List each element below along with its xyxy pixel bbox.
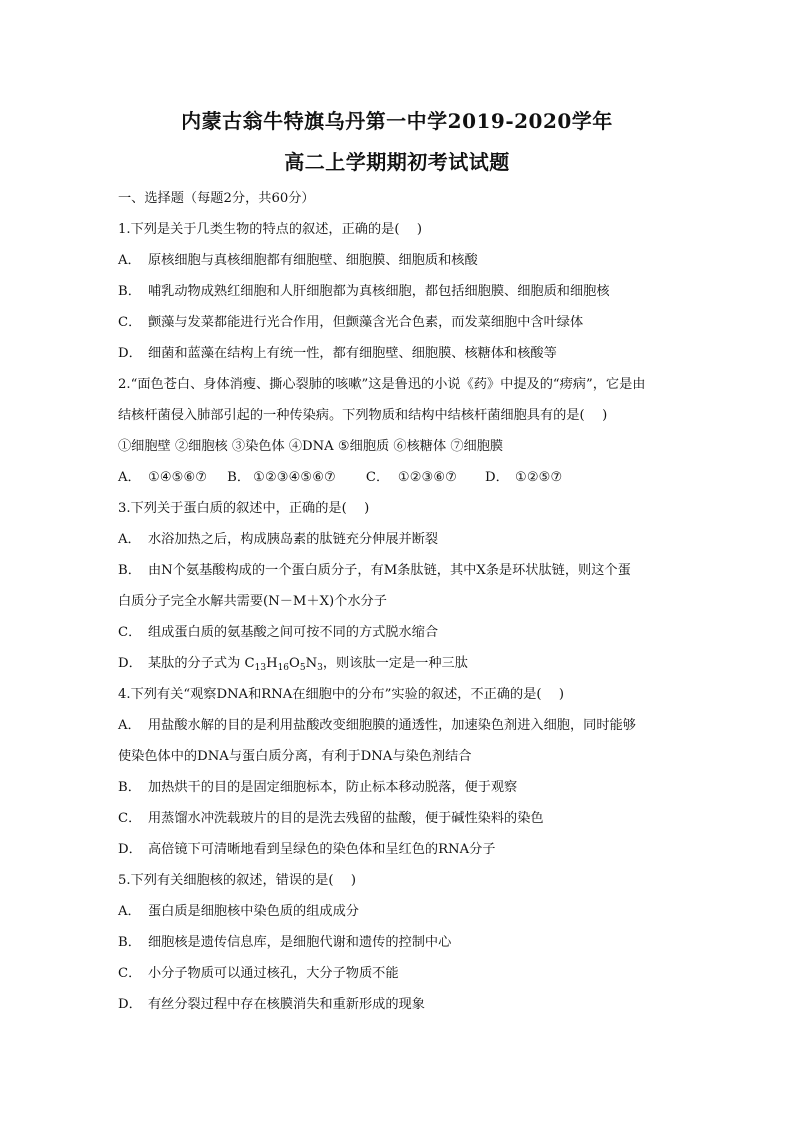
option-text: 原核细胞与真核细胞都有细胞壁、细胞膜、细胞质和核酸	[148, 253, 478, 268]
option-letter: B．	[118, 780, 141, 795]
question-2-stem-line1: 2.“面色苍白、身体消瘦、撕心裂肺的咳嗽”这是鲁迅的小说《药》中提及的“痨病”，它是由	[118, 377, 646, 392]
question-5-option-c	[118, 958, 678, 989]
formula-o: O	[289, 656, 300, 671]
option-text: 有丝分裂过程中存在核膜消失和重新形成的现象	[148, 997, 425, 1012]
option-letter: C．	[118, 315, 142, 330]
option-letter: A．	[118, 718, 141, 733]
option-letter: D．	[118, 842, 142, 857]
formula-suffix: ，则该肽一定是一种三肽	[322, 656, 468, 671]
question-4-option-d	[118, 834, 678, 865]
option-letter: D．	[118, 997, 142, 1012]
option-text: 颤藻与发菜都能进行光合作用，但颤藻含光合色素，而发菜细胞中含叶绿体	[148, 315, 584, 330]
option-letter: C．	[118, 966, 142, 981]
choice-value-b: ①②③④⑤⑥⑦	[253, 470, 336, 485]
option-letter: A．	[118, 904, 141, 919]
question-3-option-b-continuation: 白质分子完全水解共需要(N－M＋X)个水分子	[118, 594, 387, 609]
choice-value-a: ①④⑤⑥⑦	[148, 470, 208, 485]
option-text: 加热烘干的目的是固定细胞标本，防止标本移动脱落，便于观察	[148, 780, 518, 795]
exam-title-line1: 内蒙古翁牛特旗乌丹第一中学2019-2020学年	[181, 109, 613, 133]
formula-prefix: 某肽的分子式为 C	[148, 656, 255, 671]
exam-title-line2: 高二上学期期初考试试题	[284, 150, 510, 174]
question-5-stem: 5.下列有关细胞核的叙述，错误的是( )	[118, 873, 357, 888]
question-2-items: ①细胞壁 ②细胞核 ③染色体 ④DNA ⑤细胞质 ⑥核糖体 ⑦细胞膜	[118, 439, 504, 454]
question-5-option-a	[118, 896, 678, 927]
question-5-option-b	[118, 927, 678, 958]
option-text: 小分子物质可以通过核孔，大分子物质不能	[148, 966, 399, 981]
question-4-option-a	[118, 710, 678, 741]
option-text: 用蒸馏水冲洗载玻片的目的是洗去残留的盐酸，便于碱性染料的染色	[148, 811, 544, 826]
option-letter: C．	[118, 811, 142, 826]
exam-content	[118, 183, 678, 1020]
option-text: 蛋白质是细胞核中染色质的组成成分	[148, 904, 359, 919]
question-3-stem: 3.下列关于蛋白质的叙述中，正确的是( )	[118, 501, 370, 516]
option-text	[148, 648, 468, 679]
question-4-option-c	[118, 803, 678, 834]
question-1-option-c	[118, 307, 678, 338]
option-letter: D．	[118, 346, 142, 361]
option-text: 水浴加热之后，构成胰岛素的肽链充分伸展并断裂	[148, 532, 439, 547]
question-3-option-c	[118, 617, 678, 648]
choice-letter-a: A．	[118, 470, 141, 485]
option-text: 由N个氨基酸构成的一个蛋白质分子，有M条肽链，其中X条是环状肽链，则这个蛋	[148, 563, 631, 578]
choice-letter-b: B．	[227, 470, 251, 485]
option-text: 哺乳动物成熟红细胞和人肝细胞都为真核细胞，都包括细胞膜、细胞质和细胞核	[148, 284, 610, 299]
question-1-option-a	[118, 245, 678, 276]
option-text: 用盐酸水解的目的是利用盐酸改变细胞膜的通透性，加速染色剂进入细胞，同时能够	[148, 718, 636, 733]
choice-value-d: ①②⑤⑦	[515, 470, 563, 485]
formula-n: N	[305, 656, 318, 671]
option-letter: B．	[118, 284, 141, 299]
formula-sub-c: 13	[254, 663, 267, 673]
question-4-stem: 4.下列有关“观察DNA和RNA在细胞中的分布”实验的叙述，不正确的是( )	[118, 687, 565, 702]
choice-value-c: ①②③⑥⑦	[397, 470, 458, 485]
option-letter: A．	[118, 253, 141, 268]
formula-h: H	[266, 656, 278, 671]
option-letter: A．	[118, 532, 141, 547]
question-3-option-b	[118, 555, 678, 586]
formula-sub-n: 3	[317, 663, 323, 673]
question-5-option-d	[118, 989, 678, 1020]
option-letter: B．	[118, 935, 141, 950]
option-text: 细胞核是遗传信息库，是细胞代谢和遗传的控制中心	[148, 935, 452, 950]
option-text: 高倍镜下可清晰地看到呈绿色的染色体和呈红色的RNA分子	[148, 842, 496, 857]
question-1-option-d	[118, 338, 678, 369]
formula-sub-o: 5	[299, 663, 306, 673]
choice-letter-c: C．	[365, 470, 390, 485]
section-heading: 一、选择题（每题2分，共60分）	[118, 191, 315, 206]
option-letter: D．	[118, 656, 142, 671]
question-4-option-a-continuation: 使染色体中的DNA与蛋白质分离，有利于DNA与染色剂结合	[118, 749, 472, 764]
option-text: 细菌和蓝藻在结构上有统一性，都有细胞壁、细胞膜、核糖体和核酸等	[148, 346, 557, 361]
question-3-option-a	[118, 524, 678, 555]
option-letter: C．	[118, 625, 142, 640]
option-text: 组成蛋白质的氨基酸之间可按不同的方式脱水缩合	[148, 625, 439, 640]
question-2-stem-line2: 结核杆菌侵入肺部引起的一种传染病。下列物质和结构中结核杆菌细胞具有的是( )	[118, 408, 608, 423]
question-2-choices	[118, 462, 678, 493]
question-3-option-d	[118, 648, 678, 679]
question-1-option-b	[118, 276, 678, 307]
question-4-option-b	[118, 772, 678, 803]
choice-letter-d: D．	[485, 470, 509, 485]
formula-sub-h: 16	[277, 663, 290, 673]
option-letter: B．	[118, 563, 141, 578]
question-1-stem: 1.下列是关于几类生物的特点的叙述，正确的是( )	[118, 222, 422, 237]
